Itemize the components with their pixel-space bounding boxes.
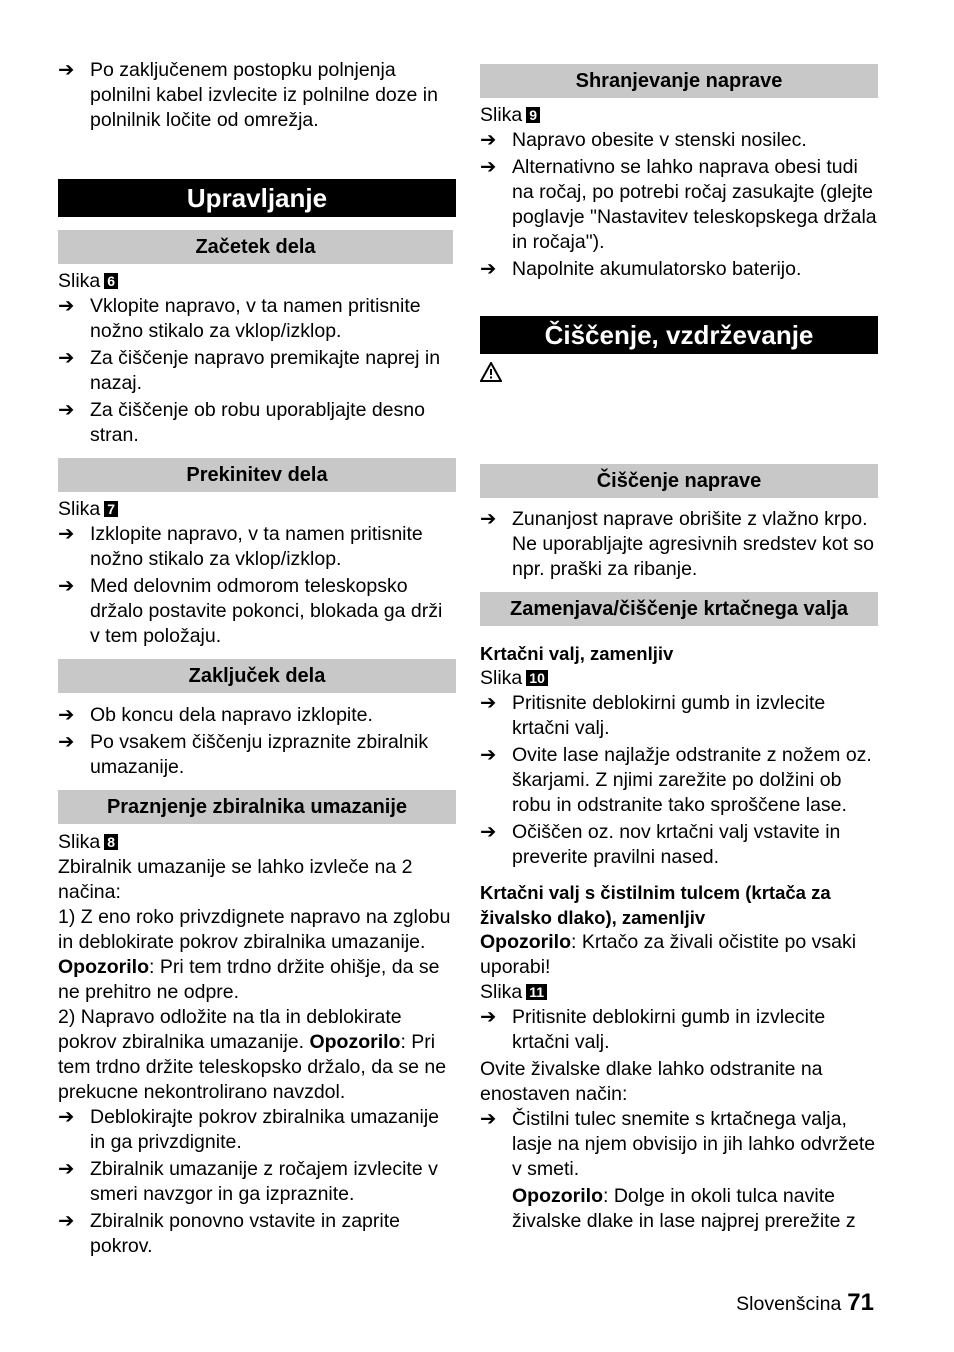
section-title-upravljanje: Upravljanje [58,179,456,217]
warning-block [480,362,878,464]
heading-storage: Shranjevanje naprave [480,64,878,98]
paragraph: Zbiralnik umazanije se lahko izvleče na 2 načina: [58,856,413,903]
list-item: ➔ Izklopite napravo, v ta namen pritisnite nožno stikalo za vklop/izklop. [58,523,423,570]
arrow-icon: ➔ [58,59,75,81]
arrow-icon: ➔ [58,575,75,597]
list-item: ➔ Očiščen oz. nov krtačni valj vstavite in preverite pravilni nased. [480,821,841,868]
list-item: ➔ Za čiščenje ob robu uporabljajte desno stran. [58,399,425,446]
figure-ref: Slika 11 [480,980,878,1005]
section-title-cleaning: Čiščenje, vzdrževanje [480,316,878,354]
paragraph: 2) Napravo odložite na tla in deblokirate pokrov zbiralnika umazanije. Opozorilo: Pri tem trdno držite teleskopsko držalo, da se ne prekucne nekontrolirano navzdol. [58,1006,447,1103]
arrow-icon: ➔ [480,508,497,530]
arrow-icon: ➔ [480,1006,497,1028]
paragraph: Ovite živalske dlake lahko odstranite na enostaven način: [480,1058,823,1105]
footer-language: Slovenšcina [736,1293,842,1315]
heading-finish-work: Zaključek dela [58,659,456,693]
list-item: ➔ Zbiralnik ponovno vstavite in zaprite pokrov. [58,1210,400,1257]
list-item: ➔ Vklopite napravo, v ta namen pritisnite nožno stikalo za vklop/izklop. [58,295,421,342]
right-column [480,64,878,1234]
arrow-icon: ➔ [480,692,497,714]
arrow-icon: ➔ [58,1158,75,1180]
arrow-icon: ➔ [480,156,497,178]
left-column [58,58,456,1259]
heading-clean-device: Čiščenje naprave [480,464,878,498]
heading-empty-container: Praznjenje zbiralnika umazanije [58,790,456,824]
list-item: ➔ Čistilni tulec snemite s krtačnega valja, lasje na njem obvisijo in jih lahko odvržete v smeti. [480,1108,876,1180]
figure-ref: Slika 9 [480,103,878,128]
heading-interrupt-work: Prekinitev dela [58,458,456,492]
list-item: ➔ Med delovnim odmorom teleskopsko držalo postavite pokonci, blokada ga drži v tem položaju. [58,575,443,647]
list-item: ➔ Pritisnite deblokirni gumb in izvlecite krtačni valj. [480,1006,826,1053]
page-footer [736,1290,874,1317]
arrow-icon: ➔ [480,129,497,151]
list-item: ➔ Po vsakem čiščenju izpraznite zbiralnik umazanije. [58,731,429,778]
arrow-icon: ➔ [58,295,75,317]
subheading: Krtačni valj, zamenljiv [480,643,674,664]
warning-triangle-icon [480,362,502,382]
list-item: ➔ Alternativno se lahko naprava obesi tudi na ročaj, po potrebi ročaj zasukajte (glejte poglavje "Nastavitev teleskopskega držala in ročaja"). [480,156,877,253]
paragraph: 1) Z eno roko privzdignete napravo na zglobu in deblokirate pokrov zbiralnika umazanije. Opozorilo: Pri tem trdno držite ohišje, da se ne prehitro ne odpre. [58,906,451,1003]
list-item: ➔ Deblokirajte pokrov zbiralnika umazanije in ga privzdignite. [58,1106,440,1153]
list-item: ➔ Pritisnite deblokirni gumb in izvlecite krtačni valj. [480,692,826,739]
list-item: ➔ Za čiščenje napravo premikajte naprej in nazaj. [58,347,441,394]
list-item: ➔ Ob koncu dela napravo izklopite. [58,704,373,726]
list-item: ➔ Po zaključenem postopku polnjenja polnilni kabel izvlecite iz polnilne doze in polnilnik ločite od omrežja. [58,59,438,131]
arrow-icon: ➔ [480,1108,497,1130]
list-item: ➔ Zbiralnik umazanije z ročajem izvlecite v smeri navzgor in ga izpraznite. [58,1158,438,1205]
arrow-icon: ➔ [480,821,497,843]
list-item: ➔ Napolnite akumulatorsko baterijo. [480,258,802,280]
arrow-icon: ➔ [58,704,75,726]
arrow-icon: ➔ [58,1106,75,1128]
arrow-icon: ➔ [58,523,75,545]
arrow-icon: ➔ [58,399,75,421]
list-item: ➔ Napravo obesite v stenski nosilec. [480,129,807,151]
subheading: Krtačni valj s čistilnim tulcem (krtača za živalsko dlako), zamenljiv [480,882,831,928]
paragraph: Opozorilo: Krtačo za živali očistite po vsaki uporabi! [480,931,857,978]
figure-ref: Slika 10 [480,666,878,691]
figure-ref: Slika 7 [58,497,456,522]
arrow-icon: ➔ [58,347,75,369]
heading-start-work: Začetek dela [58,230,453,264]
page-number: 71 [847,1289,874,1316]
figure-ref: Slika 8 [58,830,456,855]
figure-ref: Slika 6 [58,269,456,294]
list-item: ➔ Ovite lase najlažje odstranite z nožem oz. škarjami. Z njimi zarežite po dolžini ob robu in odstranite tako sproščene lase. [480,744,872,816]
heading-brush-roller: Zamenjava/čiščenje krtačnega valja [480,592,878,626]
arrow-icon: ➔ [58,1210,75,1232]
note: Opozorilo: Dolge in okoli tulca navite živalske dlake in lase najprej prerežite z [512,1185,856,1232]
arrow-icon: ➔ [480,744,497,766]
list-item: ➔ Zunanjost naprave obrišite z vlažno krpo. Ne uporabljajte agresivnih sredstev kot so npr. praški za ribanje. [480,508,875,580]
arrow-icon: ➔ [480,258,497,280]
arrow-icon: ➔ [58,731,75,753]
